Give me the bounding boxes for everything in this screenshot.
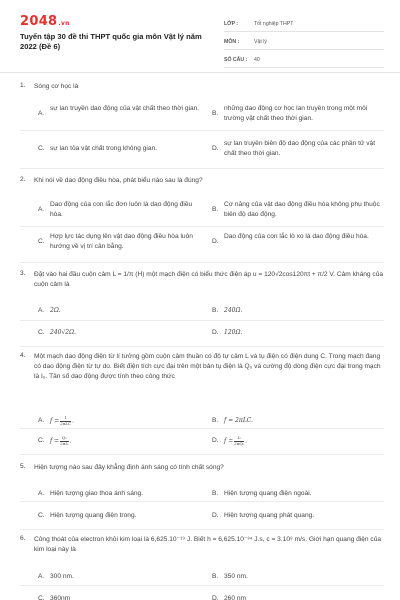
option-d[interactable] [212, 594, 384, 600]
option-text: 350 nm. [224, 573, 248, 580]
option-divider [20, 320, 384, 321]
question-divider [20, 262, 384, 263]
meta-key: MÔN : [224, 39, 240, 45]
header [0, 0, 400, 73]
option-d[interactable] [212, 511, 384, 521]
formula-lhs: f = [50, 437, 60, 445]
question-text: Công thoát của electron khỏi kim loại là 6,625.10⁻¹⁹ J. Biết h = 6,625.10⁻³⁴ J.s, c = 3.10⁸ m/s. Giới hạn quang điện của kim loại này là [34, 536, 382, 553]
fraction-numerator: I₀ [234, 436, 244, 442]
question-divider [20, 529, 384, 530]
meta-value: Tốt nghiệp THPT [254, 21, 294, 27]
fraction [234, 436, 244, 446]
option-d[interactable] [212, 139, 384, 158]
option-b[interactable] [212, 200, 384, 219]
option-b[interactable] [212, 104, 384, 123]
question-number: 4. [20, 352, 26, 359]
option-b[interactable] [212, 306, 384, 316]
option-text: sự lan tỏa vật chất trong không gian. [50, 145, 158, 152]
meta-row-subject [224, 32, 384, 50]
option-a[interactable] [38, 104, 203, 119]
question-2 [20, 176, 384, 266]
option-label: D. [212, 329, 219, 336]
option-divider [20, 226, 384, 227]
option-label: C. [38, 329, 45, 336]
meta-value: 40 [254, 57, 260, 63]
option-a[interactable] [38, 306, 203, 316]
exam-meta [224, 14, 384, 68]
fraction [60, 436, 68, 446]
option-text: 120Ω. [224, 329, 243, 336]
site-logo[interactable] [20, 14, 70, 29]
option-label: B. [212, 307, 219, 314]
meta-row-count [224, 50, 384, 68]
fraction-denominator: 2πI₀ [60, 440, 69, 446]
logo-text: 2048 [20, 14, 58, 29]
option-label: D. [212, 238, 219, 245]
option-c[interactable] [38, 144, 203, 154]
option-label: D. [212, 595, 219, 600]
option-label: A. [38, 307, 45, 314]
option-divider [20, 428, 384, 429]
option-label: D. [212, 437, 219, 444]
option-c[interactable] [38, 594, 203, 600]
meta-key: SỐ CÂU : [224, 57, 248, 63]
option-text: 240Ω. [224, 307, 243, 314]
option-text: Dao động của con lắc lò xo là dao động điều hòa. [224, 233, 369, 240]
option-text: Cơ năng của vật dao động điều hòa không phụ thuộc biên độ dao động. [224, 201, 380, 218]
option-label: D. [212, 145, 219, 152]
option-text: 260 nm [224, 595, 246, 600]
option-text: 2Ω. [50, 307, 61, 314]
option-d[interactable] [212, 232, 384, 247]
option-a[interactable]: A. f = $\frac{1}{\text{2πLC}}$ . [38, 415, 74, 426]
option-label: B. [212, 110, 219, 117]
option-b[interactable] [212, 416, 384, 426]
question-text: Đặt vào hai đầu cuộn cảm L = 1/π (H) một mạch điện có biểu thức điện áp u = 120√2cos120πt + π/2 V. Cảm kháng của cuộn cảm là [34, 271, 384, 288]
option-b[interactable] [212, 489, 384, 499]
option-text: Hiện tượng quang điện ngoài. [224, 490, 312, 497]
exam-title: Tuyển tập 30 đề thi THPT quốc gia môn Vật lý năm 2022 (Đề 6) [20, 32, 202, 51]
option-label: B. [212, 490, 219, 497]
option-text: sự lan truyền biên độ dao động của các phần tử vật chất theo thời gian. [224, 140, 376, 157]
option-d[interactable] [212, 328, 384, 338]
formula-lhs: f = [224, 437, 234, 445]
logo-suffix: .vn [58, 20, 70, 27]
question-text: Khi nói về dao động điều hòa, phát biểu nào sau là đúng? [34, 177, 203, 184]
fraction [60, 416, 71, 426]
meta-row-class [224, 14, 384, 32]
question-5 [20, 463, 384, 529]
question-number: 3. [20, 270, 26, 277]
option-a[interactable] [38, 200, 203, 219]
question-3 [20, 270, 384, 350]
question-divider [20, 346, 384, 347]
meta-key: LỚP : [224, 21, 239, 27]
question-6 [20, 535, 384, 600]
option-text: 240√2Ω. [50, 329, 76, 336]
question-number: 6. [20, 535, 26, 542]
option-label: B. [212, 417, 219, 424]
option-text: 300 nm. [50, 573, 74, 580]
option-label: B. [212, 206, 219, 213]
question-number: 1. [20, 82, 26, 89]
fraction-numerator: Q₀ [61, 435, 67, 440]
option-text: Hiện tượng quang điện trong. [50, 512, 137, 519]
option-label: C. [38, 145, 45, 152]
option-c[interactable] [38, 328, 203, 338]
question-text: Sóng cơ học là [34, 83, 79, 90]
fraction-denominator: 2πQ₀ [234, 440, 245, 446]
question-number: 5. [20, 463, 26, 470]
option-text: 360nm [50, 595, 71, 600]
option-d[interactable]: D. f = $\frac{\text{I₀}}{\text{2πQ₀}}$ . [212, 435, 248, 446]
option-divider [20, 501, 384, 502]
option-text: Hiện tượng quang phát quang. [224, 512, 315, 519]
option-label: D. [212, 512, 219, 519]
option-text: Hiện tượng giao thoa ánh sáng. [50, 490, 144, 497]
option-label: C. [38, 238, 45, 245]
question-text: Một mạch dao động điện từ lí tưởng gồm cuộn cảm thuần có độ tự cảm L và tụ điện có điện dung C. Trong mạch đang có dao động điện từ tự do. Biết điện tích cực đại trên một bản tụ điện là Q₀ và cường độ dòng điện cực đại trong mạch là I₀. Tần số dao động được tính theo công thức [34, 353, 381, 380]
option-label: A. [38, 490, 45, 497]
option-label: A. [38, 417, 45, 424]
option-label: A. [38, 110, 45, 117]
fraction-numerator: 1 [60, 416, 71, 422]
option-a[interactable] [38, 572, 203, 582]
question-text: Hiện tượng nào sau đây khẳng định ánh sáng có tính chất sóng? [34, 464, 224, 471]
option-c[interactable] [38, 232, 203, 251]
option-c[interactable]: C. f = $\frac{\text{Q₀}}{\text{2πI₀}}$ . [38, 435, 72, 446]
option-b[interactable] [212, 572, 384, 582]
option-label: A. [38, 206, 45, 213]
question-divider [20, 454, 384, 455]
option-c[interactable] [38, 511, 203, 521]
option-label: B. [212, 573, 219, 580]
option-label: C. [38, 512, 45, 519]
option-text: sự lan truyền dao động của vật chất theo thời gian. [50, 105, 200, 112]
option-text: Dao động của con lắc đơn luôn là dao động điều hòa. [50, 201, 193, 218]
meta-value: Vật lý [254, 39, 267, 45]
option-text: Hợp lực tác dụng lên vật dao động điều hòa luôn hướng về vị trí cân bằng. [50, 233, 193, 250]
option-label: A. [38, 573, 45, 580]
formula-lhs: f = [50, 417, 60, 425]
option-text: những dao động cơ học lan truyền trong một môi trường vật chất theo thời gian. [224, 105, 368, 122]
option-divider [20, 585, 384, 586]
fraction-denominator: 2πLC [60, 420, 72, 426]
option-text: f = 2πLC. [224, 417, 254, 424]
question-divider [20, 168, 384, 169]
question-4 [20, 352, 384, 458]
option-label: C. [38, 437, 45, 444]
option-divider [20, 130, 384, 131]
question-number: 2. [20, 176, 26, 183]
option-label: C. [38, 595, 45, 600]
question-1 [20, 82, 384, 172]
option-a[interactable] [38, 489, 203, 499]
